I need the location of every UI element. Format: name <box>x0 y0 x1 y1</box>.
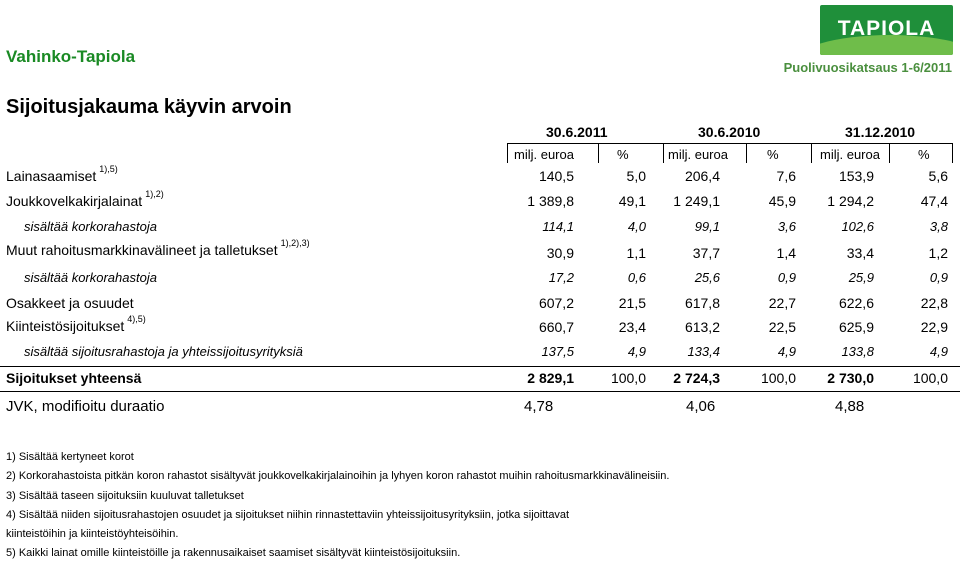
value-cell: 206,4 <box>684 168 720 184</box>
value-cell: 2 724,3 <box>673 370 720 386</box>
footnote: 3) Sisältää taseen sijoituksiin kuuluvat talletukset <box>6 489 244 502</box>
percent-cell: 0,9 <box>929 270 948 285</box>
footnote: kiinteistöihin ja kiinteistöyhteisöihin. <box>6 528 179 541</box>
units-divider <box>598 144 599 163</box>
percent-cell: 21,5 <box>618 295 646 311</box>
units-divider <box>811 144 812 163</box>
value-cell: 1 389,8 <box>527 193 574 209</box>
value-cell: 102,6 <box>841 219 874 234</box>
row-label: Sijoitukset yhteensä <box>6 370 142 386</box>
row-label: JVK, modifioitu duraatio <box>6 398 165 415</box>
column-date-2010-12: 31.12.2010 <box>845 124 916 140</box>
percent-cell: 7,6 <box>776 168 796 184</box>
row-label: Kiinteistösijoitukset $^{4),5)}$ <box>6 314 146 334</box>
value-cell: 25,9 <box>848 270 874 285</box>
tapiola-logo <box>820 5 953 55</box>
value-cell: 153,9 <box>838 168 874 184</box>
row-label: Muut rahoitusmarkkinavälineet ja talletukset $^{1),2),3)}$ <box>6 238 310 258</box>
unit-label: % <box>617 147 629 162</box>
percent-cell: 5,6 <box>928 168 948 184</box>
value-cell: 622,6 <box>838 295 874 311</box>
percent-cell: 22,9 <box>920 319 948 335</box>
value-cell: 617,8 <box>684 295 720 311</box>
table-row <box>0 268 960 292</box>
value-cell: 25,6 <box>694 270 720 285</box>
row-label: Lainasaamiset $^{1),5)}$ <box>6 164 118 184</box>
percent-cell: 45,9 <box>768 193 796 209</box>
footnote: 1) Sisältää kertyneet korot <box>6 451 134 463</box>
total-row <box>0 368 960 392</box>
percent-cell: 22,8 <box>920 295 948 311</box>
percent-cell: 4,9 <box>627 344 646 359</box>
value-cell: 625,9 <box>838 319 874 335</box>
table-divider <box>0 366 960 367</box>
percent-cell: 0,9 <box>777 270 796 285</box>
value-cell: 1 294,2 <box>827 193 874 209</box>
value-cell: 133,8 <box>841 344 874 359</box>
unit-label: milj. euroa <box>668 147 728 162</box>
duration-row <box>0 396 960 420</box>
report-title: Puolivuosikatsaus 1-6/2011 <box>783 60 952 75</box>
percent-cell: 100,0 <box>912 370 948 386</box>
table-row <box>0 316 960 340</box>
value-cell: 37,7 <box>692 245 720 261</box>
footnote: 4) Sisältää niiden sijoitusrahastojen osuudet ja sijoitukset niihin rinnastettaviin yhteissijoitusyrityksiin, jotka sijoittavat <box>6 508 570 521</box>
percent-cell: 23,4 <box>618 319 646 335</box>
percent-cell: 4,0 <box>627 219 646 234</box>
value-cell: 17,2 <box>548 270 574 285</box>
value-cell: 1 249,1 <box>673 193 720 209</box>
unit-label: % <box>918 147 930 162</box>
percent-cell: 1,2 <box>928 245 948 261</box>
percent-cell: 3,6 <box>777 219 796 234</box>
value-cell: 30,9 <box>546 245 574 261</box>
value-cell: 99,1 <box>694 219 720 234</box>
percent-cell: 49,1 <box>618 193 646 209</box>
value-cell: 4,88 <box>835 398 865 415</box>
table-row <box>0 217 960 241</box>
percent-cell: 1,4 <box>776 245 796 261</box>
row-label: sisältää korkorahastoja <box>24 270 157 285</box>
column-date-2011: 30.6.2011 <box>546 124 608 140</box>
value-cell: 2 829,1 <box>527 370 574 386</box>
page-title: Sijoitusjakauma käyvin arvoin <box>6 96 292 118</box>
percent-cell: 100,0 <box>610 370 646 386</box>
row-label: Osakkeet ja osuudet <box>6 295 134 311</box>
percent-cell: 5,0 <box>626 168 646 184</box>
table-divider <box>0 391 960 392</box>
value-cell: 4,06 <box>686 398 716 415</box>
value-cell: 33,4 <box>846 245 874 261</box>
logo-wordmark: TAPIOLA <box>837 17 936 40</box>
footnote: 2) Korkorahastoista pitkän koron rahastot sisältyvät joukkovelkakirjalainoihin ja lyhyen koron rahastot muihin rahoitusmarkkinavälineisiin. <box>6 470 670 483</box>
table-row <box>0 342 960 366</box>
percent-cell: 4,9 <box>777 344 796 359</box>
units-divider <box>746 144 747 163</box>
percent-cell: 22,7 <box>768 295 796 311</box>
value-cell: 140,5 <box>538 168 574 184</box>
company-name: Vahinko-Tapiola <box>6 47 136 66</box>
unit-label: milj. euroa <box>820 147 880 162</box>
table-row <box>0 191 960 215</box>
value-cell: 4,78 <box>524 398 554 415</box>
percent-cell: 22,5 <box>768 319 796 335</box>
percent-cell: 0,6 <box>627 270 646 285</box>
percent-cell: 4,9 <box>929 344 948 359</box>
value-cell: 133,4 <box>687 344 720 359</box>
percent-cell: 3,8 <box>929 219 948 234</box>
value-cell: 607,2 <box>538 295 574 311</box>
percent-cell: 1,1 <box>626 245 646 261</box>
unit-label: % <box>767 147 779 162</box>
row-label: sisältää sijoitusrahastoja ja yhteissijoitusyrityksiä <box>24 344 303 359</box>
footnote: 5) Kaikki lainat omille kiinteistöille ja rakennusaikaiset saamiset sisältyvät kiinteistösijoituksiin. <box>6 547 461 560</box>
table-row <box>0 166 960 190</box>
value-cell: 137,5 <box>541 344 574 359</box>
percent-cell: 100,0 <box>760 370 796 386</box>
unit-label: milj. euroa <box>514 147 574 162</box>
value-cell: 660,7 <box>538 319 574 335</box>
table-row <box>0 240 960 264</box>
row-label: sisältää korkorahastoja <box>24 219 157 234</box>
value-cell: 2 730,0 <box>827 370 874 386</box>
units-divider <box>663 144 664 163</box>
footnotes <box>6 448 669 564</box>
value-cell: 613,2 <box>684 319 720 335</box>
units-divider <box>889 144 890 163</box>
column-date-2010-06: 30.6.2010 <box>698 124 761 140</box>
row-label: Joukkovelkakirjalainat $^{1),2)}$ <box>6 189 164 209</box>
value-cell: 114,1 <box>542 219 574 234</box>
percent-cell: 47,4 <box>920 193 948 209</box>
